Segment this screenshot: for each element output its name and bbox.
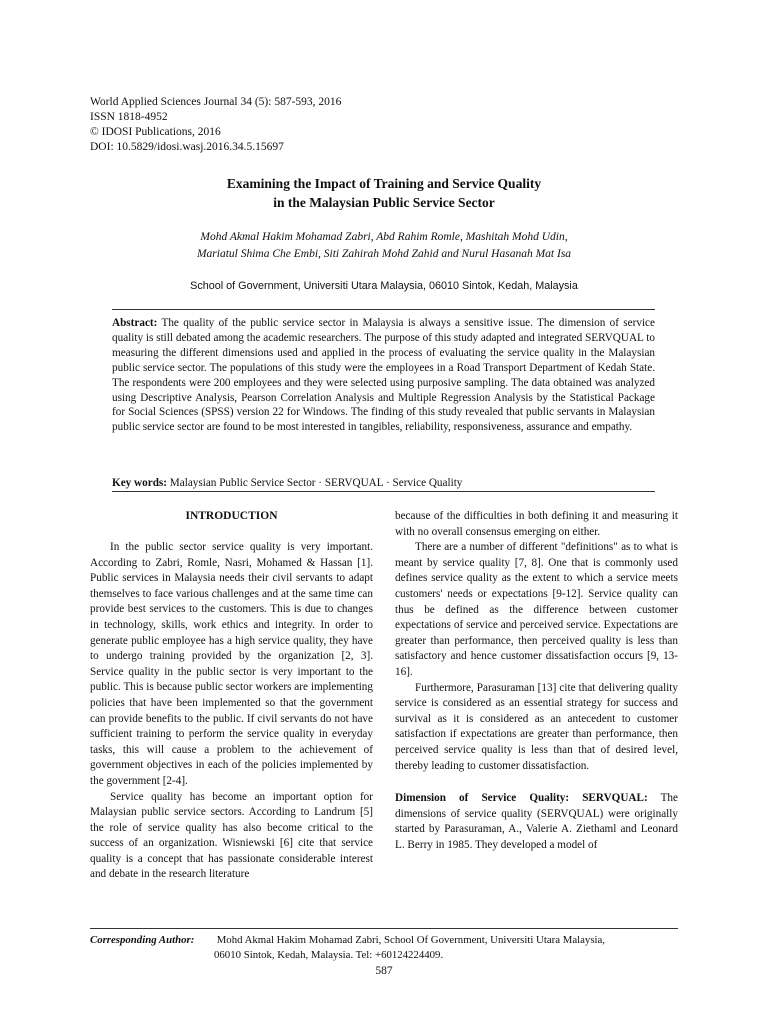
title-line-1: Examining the Impact of Training and Service Quality — [226, 176, 542, 191]
issn: ISSN 1818-4952 — [90, 111, 168, 123]
abstract-text: The quality of the public service sector in Malaysia is always a sensitive issue. The dimension of service quality is still debated among the academic researchers. The purpose of this study adapted and integrated SERVQUAL to measuring the different dimensions used and applied in the process of evaluating the service quality in the Malaysian public service sector. The populations of this study were the employees in a Road Transport Department of Kedah State. The respondents were 200 employees and they were selected using purposive sampling. The data obtained was analyzed using Descriptive Analysis, Pearson Correlation Analysis and Multiple Regression Analysis by the Statistical Package for Social Sciences (SPSS) version 22 for Windows. The finding of this study revealed that public servants in Malaysian public service sector are found to be most interested in tangibles, reliability, responsiveness, assurance and empathy. — [112, 317, 655, 434]
journal-header — [90, 95, 341, 155]
affiliation: School of Government, Universiti Utara Malaysia, 06010 Sintok, Kedah, Malaysia — [190, 280, 578, 292]
footer-rule — [90, 928, 678, 929]
left-column — [90, 509, 373, 883]
right-column — [395, 509, 678, 853]
authors-line-2: Mariatul Shima Che Embi, Siti Zahirah Mohd Zahid and Nurul Hasanah Mat Isa — [196, 248, 572, 260]
abstract — [112, 316, 655, 435]
introduction-heading: INTRODUCTION — [185, 510, 278, 522]
title-line-2: in the Malaysian Public Service Sector — [273, 195, 495, 210]
abstract-top-rule — [112, 309, 655, 310]
servqual-paragraph — [395, 791, 678, 853]
right-paragraph-3: Furthermore, Parasuraman [13] cite that delivering quality service is considered as an essential strategy for success and survival as it is considered as an antecedent to customer satisfaction if expectations are greater than performance, then perceived service quality is less than that of desired level, thereby leading to customer dissatisfaction. — [395, 681, 678, 772]
paragraph-gap — [395, 774, 678, 791]
servqual-text: The dimensions of service quality (SERVQUAL) were originally started by Parasuraman, A., Valerie A. Ziethaml and Leonard L. Berry in 1985. They developed a model of — [395, 792, 678, 851]
intro-paragraph-1: In the public sector service quality is very important. According to Zabri, Romle, Nasri, Mohamed & Hassan [1]. Public services in Malaysia needs their civil servants to adapt themselves to face various challenges and at the same time can provide best services to the customers. This is due to changes in technology, skills, work ethics and integrity. In order to generate public employee has a high service quality, they have to undergo training provided by the organization [2, 3]. Service quality in the public sector is very important to the public. This is because public sector workers are implementing policies that have been implemented so that the government can provide benefits to the public. If civil servants do not have sufficient training to perform the service quality in everyday tasks, this will cause a problem to the achievement of government objectives in each of the policies implemented by the government [2-4]. — [90, 541, 373, 787]
author-list — [0, 229, 768, 263]
keywords-label: Key words: — [112, 477, 167, 489]
doi: DOI: 10.5829/idosi.wasj.2016.34.5.15697 — [90, 141, 284, 153]
abstract-label: Abstract: — [112, 317, 158, 329]
journal-citation: World Applied Sciences Journal 34 (5): 587-593, 2016 — [90, 96, 342, 108]
right-paragraph-2: There are a number of different "definitions" as to what is meant by service quality [7, 8]. One that is commonly used defines service quality as the extent to which a service meets customers' needs or expectations [9-12]. Service quality can thus be defined as the difference between customer expectations of service and perceived service. Expectations are greater than performance, then perceived quality is less than satisfactory and hence customer dissatisfaction occurs [9, 13-16]. — [395, 541, 678, 678]
keywords-text: Malaysian Public Service Sector · SERVQUAL · Service Quality — [169, 477, 463, 489]
corresponding-author-label: Corresponding Author: — [90, 934, 195, 946]
corresponding-author-line-2: 06010 Sintok, Kedah, Malaysia. Tel: +60124224409. — [214, 949, 444, 961]
right-paragraph-1: because of the difficulties in both defining it and measuring it with no overall consensus emerging on either. — [395, 510, 678, 538]
paper-title — [0, 174, 768, 212]
intro-paragraph-2: Service quality has become an important option for Malaysian public service sectors. According to Landrum [5] the role of service quality has also become critical to the success of an organization. Wisniewski [6] cite that service quality is a concept that has passionate considerable interest and debate in the research literature — [90, 790, 373, 881]
authors-line-1: Mohd Akmal Hakim Mohamad Zabri, Abd Rahim Romle, Mashitah Mohd Udin, — [200, 231, 568, 243]
corresponding-author-line-1: Mohd Akmal Hakim Mohamad Zabri, School Of Government, Universiti Utara Malaysia, — [216, 934, 606, 946]
copyright: © IDOSI Publications, 2016 — [90, 126, 221, 138]
servqual-heading: Dimension of Service Quality: SERVQUAL: — [395, 792, 648, 805]
keywords — [112, 476, 655, 490]
corresponding-author-footer — [90, 933, 690, 963]
keywords-bottom-rule — [112, 491, 655, 492]
page-number: 587 — [375, 965, 393, 977]
